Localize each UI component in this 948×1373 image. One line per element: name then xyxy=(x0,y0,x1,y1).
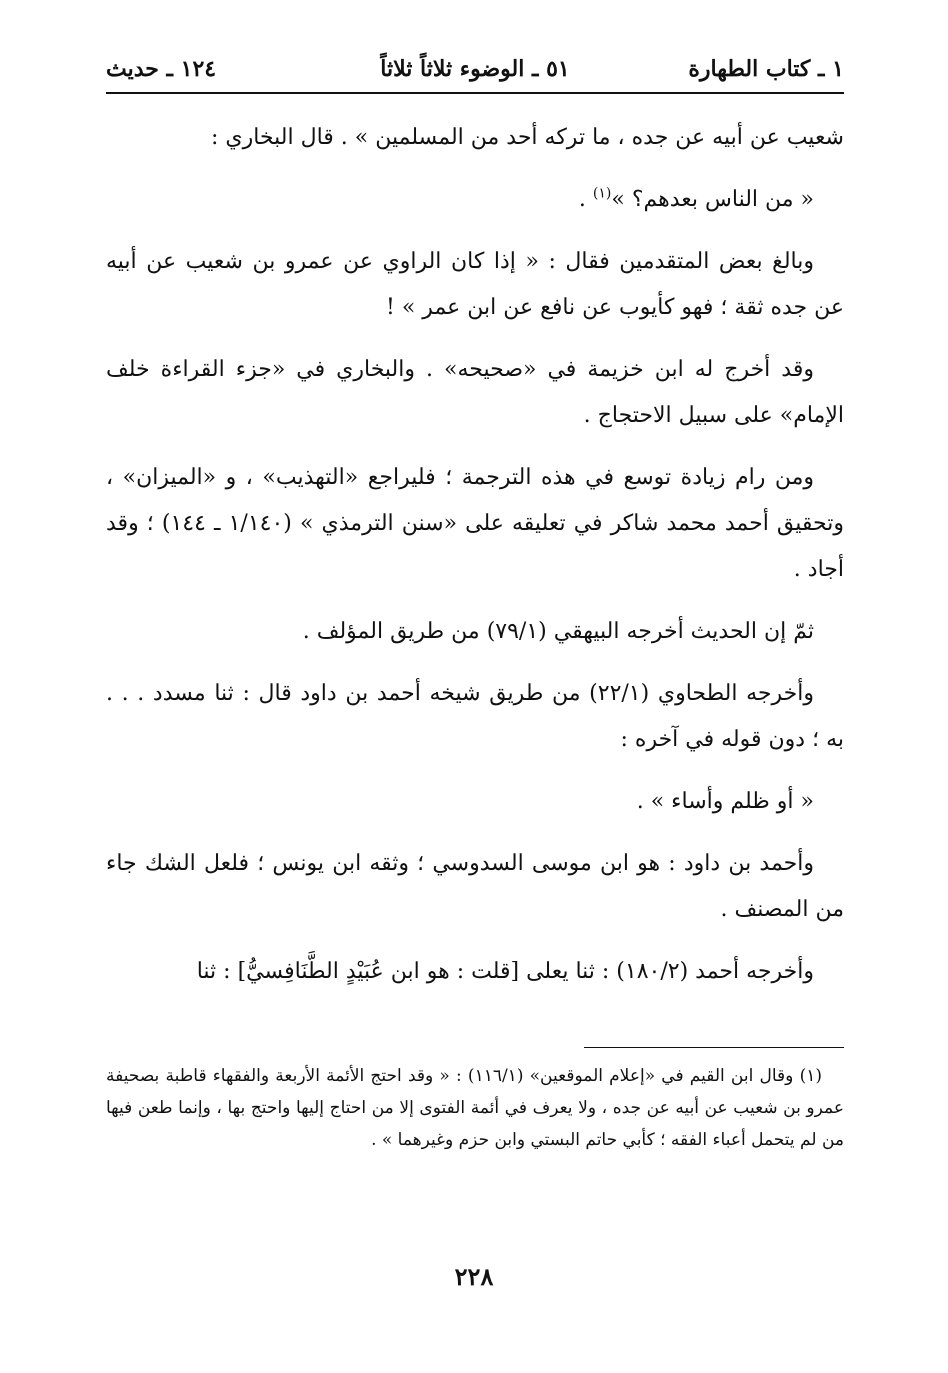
paragraph-3: وبالغ بعض المتقدمين فقال : « إذا كان الراوي عن عمرو بن شعيب عن أبيه عن جده ثقة ؛ فهو كأيوب عن نافع عن ابن عمر » ! xyxy=(106,249,844,320)
paragraph-1: شعيب عن أبيه عن جده ، ما تركه أحد من المسلمين » . قال البخاري : xyxy=(210,125,844,150)
paragraph-8-quote: « أو ظلم وأساء » . xyxy=(636,789,814,814)
main-text xyxy=(106,115,844,1011)
paragraph-5: ومن رام زيادة توسع في هذه الترجمة ؛ فليراجع «التهذيب» ، و «الميزان» ، وتحقيق أحمد محمد شاكر في تعليقه على «سنن الترمذي » (١/١٤٠ ـ ١٤٤) ؛ وقد أجاد . xyxy=(106,465,844,582)
footnote-block xyxy=(106,1060,844,1156)
quote-end: . xyxy=(578,187,593,212)
page-number: ٢٢٨ xyxy=(454,1262,494,1291)
footnote-separator xyxy=(584,1047,844,1048)
header-book-title: ١ ـ كتاب الطهارة xyxy=(688,56,844,82)
footnote-1: (١) وقال ابن القيم في «إعلام الموقعين» (١١٦/١) : « وقد احتج الأئمة الأربعة والفقهاء قاطبة بصحيفة عمرو بن شعيب عن أبيه عن جده ، ولا يعرف في أئمة الفتوى إلا من احتاج إليها واحتج بها ، وإنما طعن فيها من لم يتحمل أعباء الفقه ؛ كأبي حاتم البستي وابن حزم وغيرهما » . xyxy=(106,1066,844,1150)
paragraph-10: وأخرجه أحمد (١٨٠/٢) : ثنا يعلى [قلت : هو ابن عُبَيْدٍ الطَّنَافِسيُّ] : ثنا xyxy=(196,959,814,984)
paragraph-9: وأحمد بن داود : هو ابن موسى السدوسي ؛ وثقه ابن يونس ؛ فلعل الشك جاء من المصنف . xyxy=(106,851,844,922)
header-hadith-number: ١٢٤ ـ حديث xyxy=(106,56,217,82)
running-header xyxy=(106,50,844,94)
header-rule xyxy=(106,92,844,94)
paragraph-4: وقد أخرج له ابن خزيمة في «صحيحه» . والبخاري في «جزء القراءة خلف الإمام» على سبيل الاحتجاج . xyxy=(106,357,844,428)
quote-text: « من الناس بعدهم؟ » xyxy=(611,187,814,212)
header-chapter-title: ٥١ ـ الوضوء ثلاثاً ثلاثاً xyxy=(380,56,570,82)
footnote-reference[interactable]: (١) xyxy=(592,185,612,202)
paragraph-6: ثمّ إن الحديث أخرجه البيهقي (٧٩/١) من طريق المؤلف . xyxy=(302,619,814,644)
paragraph-7: وأخرجه الطحاوي (٢٢/١) من طريق شيخه أحمد بن داود قال : ثنا مسدد . . . به ؛ دون قوله في آخره : xyxy=(106,681,844,752)
paragraph-2-quote xyxy=(106,177,844,223)
